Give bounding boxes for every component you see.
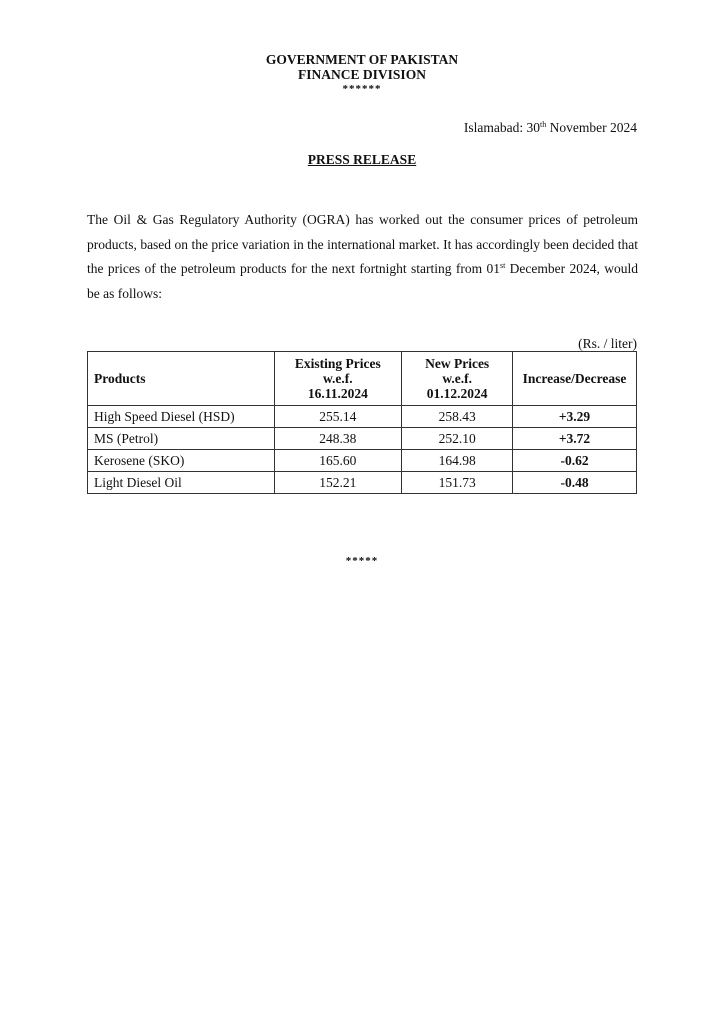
body-paragraph	[87, 208, 638, 306]
cell-new-price: 258.43	[402, 406, 513, 428]
header-separator: ******	[342, 83, 382, 95]
cell-product: Light Diesel Oil	[88, 472, 275, 494]
header-new-line-1: New Prices	[425, 356, 490, 371]
cell-change: +3.72	[513, 428, 637, 450]
header-existing-prices	[274, 352, 402, 406]
table-row	[88, 428, 637, 450]
dateline	[464, 120, 637, 136]
table-row	[88, 472, 637, 494]
price-table	[87, 351, 637, 494]
header-new-line-3: 01.12.2024	[426, 386, 488, 401]
cell-product: MS (Petrol)	[88, 428, 275, 450]
unit-label: (Rs. / liter)	[578, 336, 637, 351]
body-part-1: The Oil & Gas Regulatory Authority (OGRA) has worked out the consumer prices of petroleum products, based on the price variation in the international market. It has accordingly been decided that the prices of the petroleum products for the next fortnight starting from 01	[87, 212, 638, 276]
cell-existing-price: 255.14	[274, 406, 402, 428]
header-existing-line-2: w.e.f.	[323, 371, 353, 386]
cell-new-price: 252.10	[402, 428, 513, 450]
cell-change: -0.48	[513, 472, 637, 494]
cell-existing-price: 152.21	[274, 472, 402, 494]
header-existing-line-3: 16.11.2024	[307, 386, 368, 401]
cell-new-price: 164.98	[402, 450, 513, 472]
body-part-2: December 2024, would be as follows:	[87, 261, 638, 301]
dateline-suffix: th	[540, 120, 547, 129]
cell-existing-price: 165.60	[274, 450, 402, 472]
header-increase-decrease: Increase/Decrease	[513, 352, 637, 406]
header-government: GOVERNMENT OF PAKISTAN	[265, 52, 459, 67]
body-superscript: st	[499, 261, 506, 270]
header-existing-line-1: Existing Prices	[294, 356, 381, 371]
cell-existing-price: 248.38	[274, 428, 402, 450]
table-row	[88, 406, 637, 428]
dateline-rest: November 2024	[546, 120, 637, 135]
cell-change: +3.29	[513, 406, 637, 428]
footer-separator: *****	[345, 555, 379, 567]
header-new-prices	[402, 352, 513, 406]
cell-new-price: 151.73	[402, 472, 513, 494]
header-division: FINANCE DIVISION	[298, 67, 426, 82]
table-row	[88, 450, 637, 472]
cell-change: -0.62	[513, 450, 637, 472]
header-products: Products	[88, 352, 275, 406]
table-header-row	[88, 352, 637, 406]
cell-product: High Speed Diesel (HSD)	[88, 406, 275, 428]
cell-product: Kerosene (SKO)	[88, 450, 275, 472]
dateline-prefix: Islamabad: 30	[463, 120, 541, 135]
header-new-line-2: w.e.f.	[442, 371, 472, 386]
press-release-title: PRESS RELEASE	[307, 152, 417, 167]
